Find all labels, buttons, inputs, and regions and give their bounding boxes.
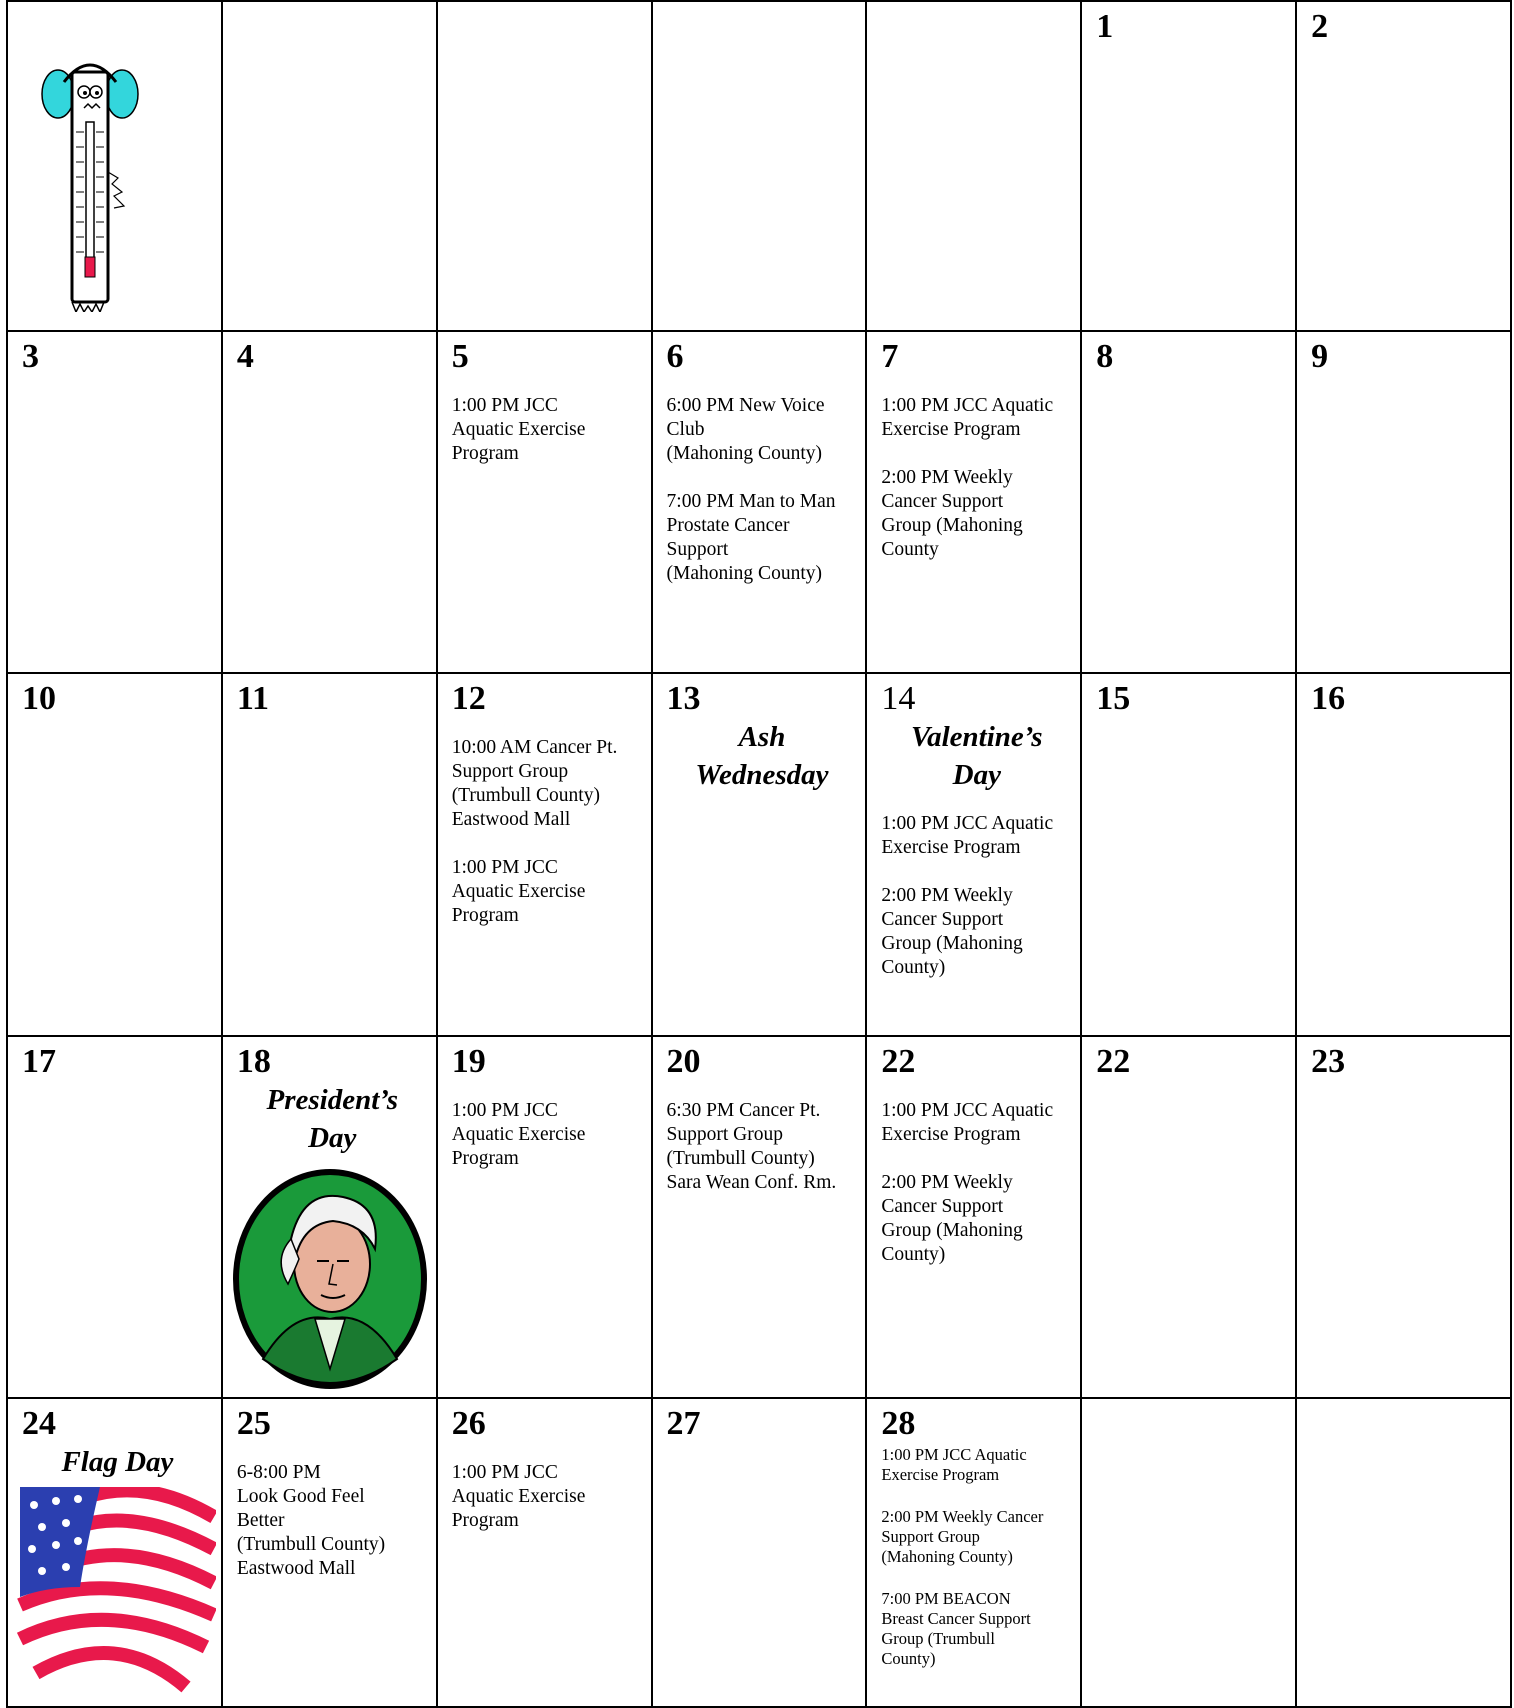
event-text: 1:00 PM JCC Aquatic Exercise Program — [451, 857, 586, 927]
day-cell — [866, 673, 1081, 1036]
day-number: 11 — [236, 680, 269, 718]
day-cell-blank — [1081, 1398, 1296, 1707]
day-number: 15 — [1096, 680, 1131, 718]
thermometer-clipart-icon — [36, 52, 146, 312]
day-cell — [1081, 673, 1296, 1036]
day-number: 1 — [1096, 8, 1114, 45]
day-number: 22 — [1096, 1042, 1131, 1080]
day-cell — [222, 673, 437, 1036]
event-text: 1:00 PM JCC Aquatic Exercise Program — [451, 1099, 586, 1169]
day-cell — [437, 1398, 652, 1707]
day-cell — [866, 331, 1081, 674]
day-cell — [1081, 1036, 1296, 1399]
day-cell — [7, 1398, 222, 1707]
day-cell — [437, 673, 652, 1036]
holiday-label: President’s Day — [266, 1083, 399, 1154]
day-cell — [222, 331, 437, 674]
day-cell — [652, 673, 867, 1036]
day-cell — [866, 1398, 1081, 1707]
day-cell-blank — [7, 1, 222, 331]
day-number: 23 — [1311, 1042, 1346, 1080]
day-cell-blank — [222, 1, 437, 331]
day-number: 16 — [1311, 680, 1346, 718]
day-number: 17 — [22, 1042, 56, 1080]
day-number: 3 — [22, 337, 39, 375]
event-text: 10:00 AM Cancer Pt. Support Group (Trumbull County) Eastwood Mall — [451, 737, 618, 831]
day-cell — [7, 331, 222, 674]
event-text: 7:00 PM BEACON Breast Cancer Support Group (Trumbull County) — [881, 1589, 1031, 1669]
day-number: 20 — [666, 1042, 701, 1080]
event-text: 6:30 PM Cancer Pt. Support Group (Trumbull County) Sara Wean Conf. Rm. — [666, 1099, 837, 1193]
event-text: 2:00 PM Weekly Cancer Support Group (Mahoning County — [881, 466, 1023, 560]
day-cell — [1296, 331, 1511, 674]
event-text: 2:00 PM Weekly Cancer Support Group (Mahoning County) — [881, 1171, 1023, 1265]
day-cell — [866, 1036, 1081, 1399]
event-text: 1:00 PM JCC Aquatic Exercise Program — [881, 1099, 1054, 1145]
day-cell — [222, 1398, 437, 1707]
day-cell — [437, 331, 652, 674]
event-text: 6-8:00 PM Look Good Feel Better (Trumbull County) Eastwood Mall — [236, 1462, 386, 1580]
washington-portrait-icon — [233, 1169, 427, 1389]
day-number: 5 — [451, 337, 469, 375]
event-text: 2:00 PM Weekly Cancer Support Group (Mahoning County) — [881, 885, 1023, 979]
event-text: 1:00 PM JCC Aquatic Exercise Program — [451, 394, 586, 464]
american-flag-icon — [16, 1487, 216, 1707]
day-cell-blank — [437, 1, 652, 331]
day-cell-blank — [1296, 1398, 1511, 1707]
day-number: 14 — [881, 680, 916, 718]
day-number: 26 — [451, 1405, 486, 1443]
event-text: 1:00 PM JCC Aquatic Exercise Program — [881, 1445, 1027, 1485]
day-cell — [1081, 1, 1296, 331]
day-number: 22 — [881, 1042, 916, 1080]
event-text: 7:00 PM Man to Man Prostate Cancer Support (Mahoning County) — [666, 490, 836, 584]
day-cell — [1296, 673, 1511, 1036]
day-number: 2 — [1311, 8, 1329, 45]
day-cell — [222, 1036, 437, 1399]
day-cell-blank — [652, 1, 867, 331]
calendar-grid — [6, 0, 1512, 1708]
day-number: 4 — [236, 337, 254, 375]
holiday-label: Ash Wednesday — [695, 721, 829, 792]
day-cell — [7, 1036, 222, 1399]
day-cell — [7, 673, 222, 1036]
day-cell — [652, 1036, 867, 1399]
day-number: 6 — [666, 337, 684, 375]
day-cell — [652, 1398, 867, 1707]
day-cell-blank — [866, 1, 1081, 331]
day-number: 7 — [881, 337, 899, 375]
day-cell — [1296, 1036, 1511, 1399]
day-number: 24 — [22, 1405, 56, 1443]
day-number: 8 — [1096, 337, 1114, 375]
event-text: 6:00 PM New Voice Club (Mahoning County) — [666, 394, 825, 464]
event-text: 2:00 PM Weekly Cancer Support Group (Mahoning County) — [881, 1507, 1044, 1567]
day-number: 19 — [451, 1042, 486, 1080]
day-cell — [1081, 331, 1296, 674]
day-number: 10 — [22, 680, 56, 718]
day-number: 9 — [1311, 337, 1329, 375]
day-cell — [652, 331, 867, 674]
day-cell — [1296, 1, 1511, 331]
event-text: 1:00 PM JCC Aquatic Exercise Program — [881, 394, 1054, 440]
day-number: 25 — [236, 1405, 271, 1443]
day-number: 27 — [666, 1405, 701, 1443]
day-cell — [437, 1036, 652, 1399]
holiday-label: Flag Day — [61, 1446, 174, 1479]
holiday-label: Valentine’s Day — [911, 721, 1043, 792]
event-text: 1:00 PM JCC Aquatic Exercise Program — [881, 813, 1054, 859]
day-number: 12 — [451, 680, 486, 718]
day-number: 28 — [881, 1405, 916, 1443]
day-number: 13 — [666, 680, 701, 718]
day-number: 18 — [236, 1042, 271, 1080]
event-text: 1:00 PM JCC Aquatic Exercise Program — [451, 1462, 586, 1532]
